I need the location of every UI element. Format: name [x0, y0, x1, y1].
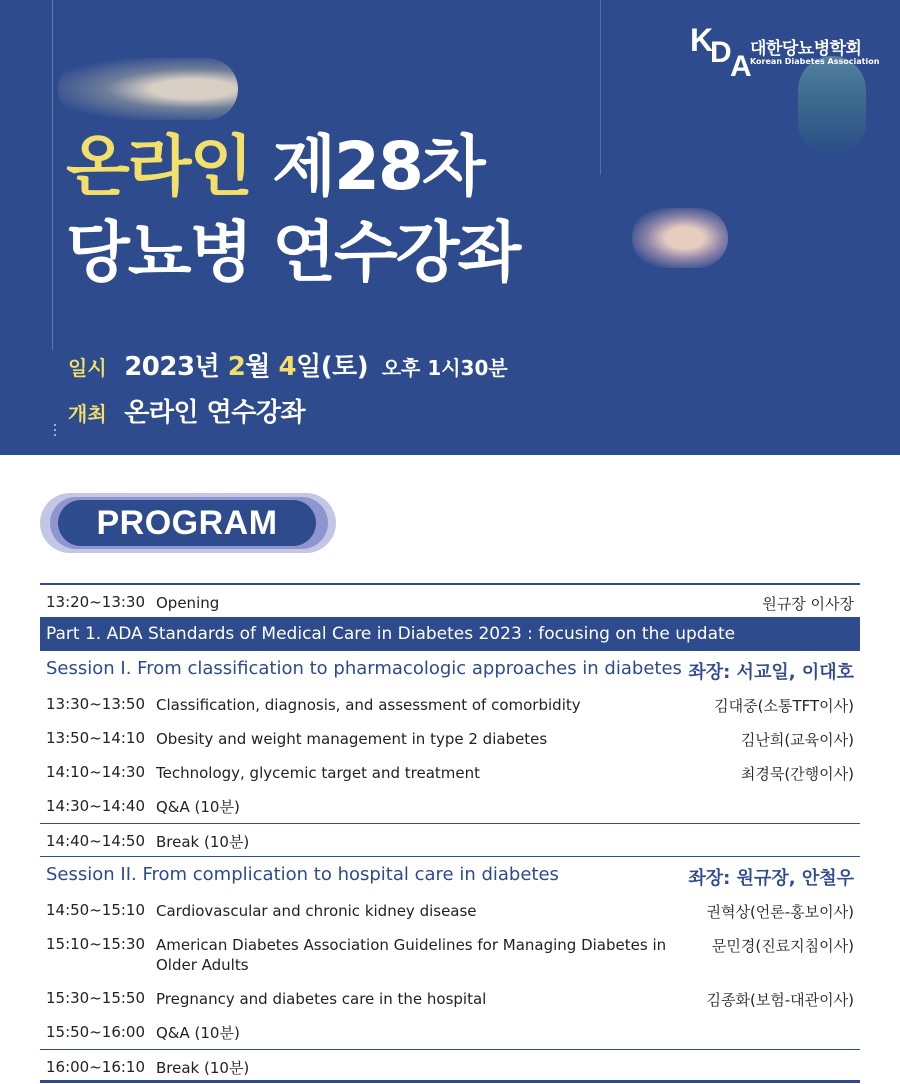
program-table: [40, 583, 860, 1083]
table-row: [40, 893, 860, 927]
program-heading-label: PROGRAM: [58, 500, 316, 546]
decorative-line: [52, 0, 53, 350]
row-topic: American Diabetes Association Guidelines for Managing Diabetes in Older Adults: [156, 936, 667, 974]
table-row: [40, 789, 860, 823]
row-time: 16:00~16:10: [46, 1058, 146, 1076]
table-row: [40, 687, 860, 721]
title-line-2: 당뇨병 연수강좌: [66, 214, 520, 291]
date-time: 오후 1시30분: [381, 356, 508, 380]
place-label: 개최: [68, 402, 107, 426]
row-time: 15:10~15:30: [46, 935, 146, 953]
row-topic: Break (10분): [156, 833, 250, 851]
row-speaker: 최경묵(간행이사): [740, 765, 854, 783]
table-row: [40, 1015, 860, 1049]
row-topic: Break (10분): [156, 1059, 250, 1077]
row-time: 13:20~13:30: [46, 593, 146, 611]
kda-logo-mark: [690, 20, 750, 84]
row-time: 14:50~15:10: [46, 901, 146, 919]
kda-logo: [690, 20, 880, 90]
row-speaker: 문민경(진료지침이사): [711, 937, 854, 955]
row-speaker: 김대중(소통TFT이사): [714, 697, 854, 715]
table-row: [40, 583, 860, 617]
session-title: Session I. From classification to pharmacologic approaches in diabetes: [46, 658, 682, 679]
session-header: [40, 651, 860, 687]
table-row: [40, 721, 860, 755]
date-month-unit: 월: [245, 352, 270, 382]
logo-letter-a: A: [730, 50, 752, 83]
session-chair: 좌장: 원규장, 안철우: [688, 868, 854, 889]
decorative-capsule: [58, 58, 238, 120]
row-topic: Classification, diagnosis, and assessment of comorbidity: [156, 696, 581, 714]
title-line-1: [66, 124, 519, 210]
row-topic: Obesity and weight management in type 2 diabetes: [156, 730, 548, 748]
place-value: 온라인 연수강좌: [124, 398, 306, 428]
row-time: 14:40~14:50: [46, 832, 146, 850]
logo-letter-d: D: [710, 36, 732, 69]
row-topic: Q&A (10분): [156, 1024, 240, 1042]
session-header: [40, 857, 860, 893]
row-speaker: 김난희(교육이사): [740, 731, 854, 749]
program-heading: [40, 493, 336, 553]
event-date: [68, 346, 508, 383]
row-topic: Pregnancy and diabetes care in the hospital: [156, 990, 487, 1008]
title-line-1-rest: 제28차: [272, 128, 484, 205]
session-chair: 좌장: 서교일, 이대호: [688, 662, 854, 683]
part-title-bar: Part 1. ADA Standards of Medical Care in Diabetes 2023 : focusing on the update: [40, 617, 860, 651]
row-time: 15:50~16:00: [46, 1023, 146, 1041]
row-speaker: 김종화(보험-대관이사): [706, 991, 854, 1009]
date-month-number: 2: [227, 352, 246, 382]
decorative-dots: [54, 424, 56, 438]
row-topic: Opening: [156, 594, 220, 612]
row-time: 14:10~14:30: [46, 763, 146, 781]
date-label: 일시: [68, 356, 107, 380]
logo-korean-name: 대한당뇨병학회: [750, 39, 862, 59]
logo-english-name: Korean Diabetes Association: [750, 57, 880, 66]
row-topic: Technology, glycemic target and treatment: [156, 764, 481, 782]
row-topic: Q&A (10분): [156, 798, 240, 816]
title-highlight: 온라인: [66, 128, 252, 205]
logo-letter-k: K: [690, 22, 714, 58]
row-time: 13:30~13:50: [46, 695, 146, 713]
row-topic: Cardiovascular and chronic kidney disease: [156, 902, 477, 920]
table-row-break: [40, 1049, 860, 1083]
table-row: [40, 927, 860, 981]
table-row-break: [40, 823, 860, 857]
date-value: [124, 352, 368, 382]
row-speaker: 권혁상(언론-홍보이사): [706, 903, 854, 921]
decorative-line: [600, 0, 601, 175]
row-speaker: 원규장 이사장: [762, 595, 854, 613]
row-time: 13:50~14:10: [46, 729, 146, 747]
session-title: Session II. From complication to hospital care in diabetes: [46, 864, 559, 885]
date-year: 2023년: [124, 352, 220, 382]
date-day-number: 4: [278, 352, 297, 382]
header-banner: [0, 0, 900, 455]
row-time: 14:30~14:40: [46, 797, 146, 815]
decorative-capsule: [632, 208, 728, 268]
table-row: [40, 981, 860, 1015]
event-place: [68, 392, 305, 429]
table-row: [40, 755, 860, 789]
page-title: [66, 124, 519, 296]
date-day-unit: 일(토): [296, 352, 369, 382]
row-time: 15:30~15:50: [46, 989, 146, 1007]
